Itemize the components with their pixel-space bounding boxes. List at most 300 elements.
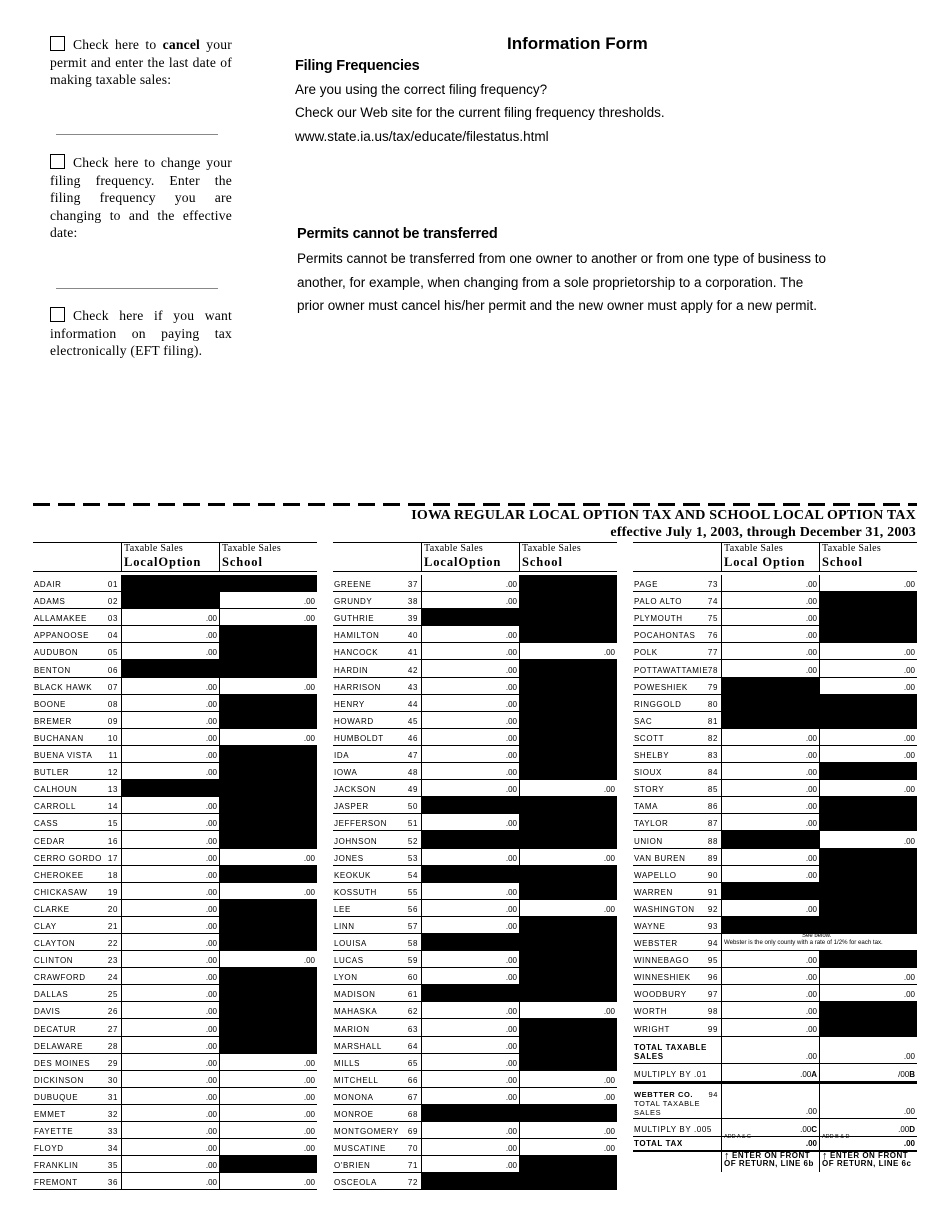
- total-tax-school-cell[interactable]: [819, 1133, 917, 1150]
- school-amount-cell[interactable]: [219, 1173, 317, 1190]
- local-option-amount-cell[interactable]: [421, 968, 519, 985]
- county-number: 36: [107, 1178, 118, 1188]
- local-option-amount-cell[interactable]: [721, 951, 819, 968]
- local-option-amount-cell[interactable]: [721, 575, 819, 592]
- school-blocked-cell: [519, 626, 617, 643]
- cell-value: .00: [205, 1075, 217, 1085]
- local-option-amount-cell[interactable]: [721, 592, 819, 609]
- county-name: CERRO GORDO: [34, 853, 102, 863]
- school-amount-cell[interactable]: [819, 746, 917, 763]
- cell-value: .00: [505, 751, 517, 761]
- filing-url-link[interactable]: www.state.ia.us/tax/educate/filestatus.html: [295, 129, 549, 144]
- local-option-amount-cell[interactable]: [721, 626, 819, 643]
- line-a-cell[interactable]: [721, 1064, 819, 1082]
- cell-value: .00: [805, 648, 817, 658]
- county-row: [33, 1122, 317, 1139]
- multiply-01-row: [633, 1064, 917, 1082]
- school-amount-cell[interactable]: [819, 678, 917, 695]
- county-number: 23: [107, 956, 118, 966]
- local-option-amount-cell[interactable]: [421, 660, 519, 677]
- county-row: [33, 780, 317, 797]
- local-option-amount-cell[interactable]: [421, 746, 519, 763]
- county-number: 29: [107, 1058, 118, 1068]
- local-option-amount-cell[interactable]: [721, 1002, 819, 1019]
- local-option-amount-cell[interactable]: [721, 968, 819, 985]
- local-option-amount-cell[interactable]: [121, 1088, 219, 1105]
- school-amount-cell[interactable]: [219, 678, 317, 695]
- county-label: [33, 900, 121, 917]
- county-row: [333, 883, 617, 900]
- county-row: [633, 575, 917, 592]
- local-option-amount-cell[interactable]: [421, 729, 519, 746]
- county-number: 69: [407, 1127, 418, 1137]
- school-amount-cell[interactable]: [519, 1088, 617, 1105]
- up-arrow-icon: ↑: [724, 1149, 730, 1162]
- county-number: 05: [107, 648, 118, 658]
- county-number: 17: [107, 853, 118, 863]
- webster-school-cell[interactable]: [819, 1084, 917, 1119]
- local-option-amount-cell[interactable]: [421, 951, 519, 968]
- county-name: WORTH: [634, 1007, 668, 1017]
- school-amount-cell[interactable]: [219, 729, 317, 746]
- local-option-amount-cell[interactable]: [421, 1019, 519, 1036]
- county-number: 20: [107, 904, 118, 914]
- school-amount-cell[interactable]: [819, 985, 917, 1002]
- school-amount-cell[interactable]: [219, 849, 317, 866]
- county-label: [633, 883, 721, 900]
- frequency-date-line[interactable]: [56, 288, 218, 289]
- county-name: WAYNE: [634, 921, 666, 931]
- county-label: [333, 592, 421, 609]
- local-option-blocked-cell: [421, 1173, 519, 1190]
- county-row: [333, 934, 617, 951]
- county-number: 76: [707, 631, 718, 641]
- county-row: [633, 917, 917, 934]
- local-option-blocked-cell: [421, 985, 519, 1002]
- local-option-blocked-cell: [421, 1105, 519, 1122]
- school-blocked-cell: [519, 917, 617, 934]
- school-amount-cell[interactable]: [219, 609, 317, 626]
- county-row: [333, 746, 617, 763]
- school-amount-cell[interactable]: [519, 1071, 617, 1088]
- county-number: 34: [107, 1144, 118, 1154]
- county-number: 87: [707, 819, 718, 829]
- cell-value: .00: [303, 853, 315, 863]
- local-option-amount-cell[interactable]: [421, 883, 519, 900]
- local-option-amount-cell[interactable]: [721, 866, 819, 883]
- local-option-amount-cell[interactable]: [121, 626, 219, 643]
- county-label: [333, 678, 421, 695]
- school-blocked-cell: [219, 746, 317, 763]
- cell-value: .00: [903, 648, 915, 658]
- county-name: HANCOCK: [334, 648, 379, 658]
- school-amount-cell[interactable]: [219, 951, 317, 968]
- school-blocked-cell: [519, 866, 617, 883]
- county-row: [33, 1139, 317, 1156]
- school-amount-cell[interactable]: [519, 1122, 617, 1139]
- county-row: [33, 1173, 317, 1190]
- line-b-cell[interactable]: [819, 1064, 917, 1082]
- cancel-date-line[interactable]: [56, 134, 218, 135]
- county-name: ALLAMAKEE: [34, 614, 87, 624]
- school-amount-cell[interactable]: [519, 1002, 617, 1019]
- county-row: [33, 746, 317, 763]
- local-option-amount-cell[interactable]: [421, 763, 519, 780]
- county-name: CRAWFORD: [34, 973, 86, 983]
- school-blocked-cell: [819, 849, 917, 866]
- local-option-amount-cell[interactable]: [421, 814, 519, 831]
- county-name: VAN BUREN: [634, 853, 686, 863]
- cancel-text-bold: cancel: [162, 37, 201, 52]
- local-option-amount-cell[interactable]: [121, 712, 219, 729]
- local-option-amount-cell[interactable]: [421, 678, 519, 695]
- eft-info-checkbox[interactable]: [50, 307, 65, 322]
- local-option-amount-cell[interactable]: [121, 814, 219, 831]
- county-name: WEBSTER: [634, 939, 678, 949]
- school-amount-cell[interactable]: [819, 729, 917, 746]
- local-option-amount-cell[interactable]: [121, 678, 219, 695]
- county-label: [33, 712, 121, 729]
- local-option-amount-cell[interactable]: [121, 1122, 219, 1139]
- county-row: [633, 797, 917, 814]
- county-name: CLAYTON: [34, 939, 76, 949]
- cell-value: .00: [903, 973, 915, 983]
- county-name: MILLS: [334, 1058, 361, 1068]
- local-option-amount-cell[interactable]: [121, 1139, 219, 1156]
- county-name: POWESHIEK: [634, 682, 688, 692]
- total-local-cell[interactable]: [721, 1037, 819, 1064]
- cell-value: .00: [805, 973, 817, 983]
- county-name: APPANOOSE: [34, 631, 90, 641]
- county-label: [633, 814, 721, 831]
- county-number: 52: [407, 836, 418, 846]
- county-number: 80: [707, 699, 718, 709]
- local-option-amount-cell[interactable]: [721, 797, 819, 814]
- local-option-amount-cell[interactable]: [121, 729, 219, 746]
- school-amount-cell[interactable]: [519, 849, 617, 866]
- cell-value: .00: [603, 1075, 615, 1085]
- county-label: [333, 626, 421, 643]
- cell-value: .00: [903, 990, 915, 1000]
- local-option-amount-cell[interactable]: [421, 917, 519, 934]
- cell-value: .00: [205, 733, 217, 743]
- line-marker: D: [909, 1124, 915, 1134]
- county-row: [333, 1139, 617, 1156]
- local-option-amount-cell[interactable]: [721, 643, 819, 660]
- local-option-amount-cell[interactable]: [721, 985, 819, 1002]
- cell-value: .00: [805, 990, 817, 1000]
- local-option-amount-cell[interactable]: [121, 797, 219, 814]
- cell-value: .00: [505, 887, 517, 897]
- local-option-amount-cell[interactable]: [421, 575, 519, 592]
- county-label: [33, 883, 121, 900]
- county-label: [633, 729, 721, 746]
- filing-line: Check our Web site for the current filing frequency thresholds.: [295, 105, 665, 120]
- local-option-amount-cell[interactable]: [721, 900, 819, 917]
- tax-section-title: [411, 507, 916, 541]
- cell-value: .00: [303, 1144, 315, 1154]
- county-name: WINNEBAGO: [634, 956, 690, 966]
- cancel-permit-checkbox[interactable]: [50, 36, 65, 51]
- county-label: [33, 780, 121, 797]
- county-row: [333, 660, 617, 677]
- webster-number: 94: [708, 1089, 718, 1099]
- local-option-blocked-cell: [421, 831, 519, 848]
- county-number: 74: [707, 597, 718, 607]
- county-label: [633, 968, 721, 985]
- school-blocked-cell: [519, 592, 617, 609]
- cell-value: .00: [205, 648, 217, 658]
- county-label: [633, 626, 721, 643]
- county-number: 21: [107, 921, 118, 931]
- webster-local-cell[interactable]: [721, 1084, 819, 1119]
- county-name: DECATUR: [34, 1024, 77, 1034]
- school-amount-cell[interactable]: [819, 660, 917, 677]
- county-name: GUTHRIE: [334, 614, 375, 624]
- school-amount-cell[interactable]: [519, 643, 617, 660]
- county-label: [333, 1071, 421, 1088]
- local-option-amount-cell[interactable]: [121, 985, 219, 1002]
- school-blocked-cell: [219, 1156, 317, 1173]
- school-amount-cell[interactable]: [219, 1071, 317, 1088]
- change-frequency-text: Check here to change your filing frequency. Enter the filing frequency you are changing to and the effective date:: [50, 155, 232, 240]
- cell-value: .00: [205, 682, 217, 692]
- webster-note: Webster is the only county with a rate of 1/2% for each tax.: [724, 938, 883, 946]
- cell-value: .00: [303, 1092, 315, 1102]
- local-option-amount-cell[interactable]: [721, 849, 819, 866]
- local-option-amount-cell[interactable]: [121, 1173, 219, 1190]
- local-option-amount-cell[interactable]: [721, 1019, 819, 1036]
- county-row: [33, 968, 317, 985]
- local-option-amount-cell[interactable]: [421, 626, 519, 643]
- enter-text: ENTER ON FRONT: [830, 1150, 909, 1160]
- county-number: 60: [407, 973, 418, 983]
- local-option-amount-cell[interactable]: [421, 1122, 519, 1139]
- school-blocked-cell: [219, 712, 317, 729]
- school-amount-cell[interactable]: [219, 1122, 317, 1139]
- local-option-amount-cell[interactable]: [121, 951, 219, 968]
- county-name: TAMA: [634, 802, 659, 812]
- county-label: [333, 900, 421, 917]
- cell-value: .00: [805, 853, 817, 863]
- county-name: LEE: [334, 904, 351, 914]
- school-amount-cell[interactable]: [219, 1088, 317, 1105]
- local-option-amount-cell[interactable]: [421, 1002, 519, 1019]
- local-option-amount-cell[interactable]: [721, 609, 819, 626]
- local-option-amount-cell[interactable]: [121, 883, 219, 900]
- county-name: WAPELLO: [634, 870, 677, 880]
- county-label: [333, 1002, 421, 1019]
- cell-value: .00: [303, 597, 315, 607]
- county-number: 03: [107, 614, 118, 624]
- county-row: [33, 1105, 317, 1122]
- school-amount-cell[interactable]: [219, 883, 317, 900]
- school-blocked-cell: [519, 1173, 617, 1190]
- local-option-amount-cell[interactable]: [121, 763, 219, 780]
- county-row: [633, 763, 917, 780]
- local-option-amount-cell[interactable]: [721, 660, 819, 677]
- local-option-amount-cell[interactable]: [421, 1037, 519, 1054]
- local-option-amount-cell[interactable]: [121, 849, 219, 866]
- school-amount-cell[interactable]: [219, 1139, 317, 1156]
- line-marker: A: [811, 1069, 817, 1079]
- local-option-amount-cell[interactable]: [721, 780, 819, 797]
- local-option-amount-cell[interactable]: [121, 1156, 219, 1173]
- webster-total-row: [633, 1082, 917, 1119]
- county-number: 88: [707, 836, 718, 846]
- add-bd-note: ADD B & D: [822, 1133, 850, 1140]
- county-label: [633, 643, 721, 660]
- county-name: HOWARD: [334, 716, 374, 726]
- local-option-amount-cell[interactable]: [421, 1156, 519, 1173]
- cell-value: .00: [505, 1007, 517, 1017]
- local-option-amount-cell[interactable]: [121, 934, 219, 951]
- local-option-amount-cell[interactable]: [421, 643, 519, 660]
- school-blocked-cell: [219, 1037, 317, 1054]
- local-option-amount-cell[interactable]: [121, 917, 219, 934]
- county-number: 94: [707, 939, 718, 949]
- school-amount-cell[interactable]: [819, 831, 917, 848]
- county-name: BUTLER: [34, 768, 70, 778]
- school-amount-cell[interactable]: [519, 1139, 617, 1156]
- county-name: DAVIS: [34, 1007, 61, 1017]
- county-label: [333, 968, 421, 985]
- county-label: [333, 575, 421, 592]
- school-blocked-cell: [219, 660, 317, 677]
- cell-value: .00: [505, 1092, 517, 1102]
- county-name: LINN: [334, 921, 355, 931]
- change-frequency-checkbox[interactable]: [50, 154, 65, 169]
- county-name: JASPER: [334, 802, 369, 812]
- county-row: [633, 951, 917, 968]
- school-amount-cell[interactable]: [219, 1105, 317, 1122]
- total-tax-local-cell[interactable]: [721, 1133, 819, 1150]
- local-option-amount-cell[interactable]: [421, 1088, 519, 1105]
- school-blocked-cell: [519, 660, 617, 677]
- county-label: [633, 951, 721, 968]
- school-amount-cell[interactable]: [819, 643, 917, 660]
- local-option-amount-cell[interactable]: [721, 763, 819, 780]
- county-label: [633, 866, 721, 883]
- county-row: [633, 985, 917, 1002]
- local-option-amount-cell[interactable]: [121, 1019, 219, 1036]
- local-option-amount-cell[interactable]: [421, 712, 519, 729]
- county-row: [333, 1002, 617, 1019]
- school-amount-cell[interactable]: [819, 575, 917, 592]
- county-row: [633, 729, 917, 746]
- county-number: 56: [407, 904, 418, 914]
- county-number: 07: [107, 682, 118, 692]
- county-name: FRANKLIN: [34, 1161, 79, 1171]
- local-option-amount-cell[interactable]: [721, 814, 819, 831]
- local-option-amount-cell[interactable]: [121, 1054, 219, 1071]
- total-school-cell[interactable]: [819, 1037, 917, 1064]
- local-option-amount-cell[interactable]: [721, 746, 819, 763]
- county-row: [33, 883, 317, 900]
- cell-value: .00: [805, 1024, 817, 1034]
- county-row: [333, 678, 617, 695]
- school-amount-cell[interactable]: [219, 592, 317, 609]
- county-number: 04: [107, 631, 118, 641]
- county-number: 64: [407, 1041, 418, 1051]
- county-number: 55: [407, 887, 418, 897]
- local-option-amount-cell[interactable]: [121, 695, 219, 712]
- local-option-amount-cell[interactable]: [121, 609, 219, 626]
- local-option-amount-cell[interactable]: [121, 746, 219, 763]
- local-option-amount-cell[interactable]: [421, 592, 519, 609]
- county-label: [33, 917, 121, 934]
- local-option-amount-cell[interactable]: [421, 1071, 519, 1088]
- cell-value: .00: [303, 1110, 315, 1119]
- local-option-amount-cell[interactable]: [121, 968, 219, 985]
- county-number: 10: [107, 733, 118, 743]
- cell-value: .00: [205, 1161, 217, 1171]
- county-label: [333, 780, 421, 797]
- county-name: DELAWARE: [34, 1041, 84, 1051]
- cell-value: .00: [805, 751, 817, 761]
- county-name: SIOUX: [634, 768, 662, 778]
- local-option-amount-cell[interactable]: [121, 1105, 219, 1122]
- school-blocked-cell: [819, 763, 917, 780]
- cell-value: .00: [805, 802, 817, 812]
- school-blocked-cell: [819, 866, 917, 883]
- county-row: [633, 814, 917, 831]
- local-option-amount-cell[interactable]: [421, 1139, 519, 1156]
- cell-value: .00: [805, 665, 817, 675]
- county-row: [33, 729, 317, 746]
- local-option-amount-cell[interactable]: [121, 643, 219, 660]
- local-option-amount-cell[interactable]: [421, 780, 519, 797]
- local-option-amount-cell[interactable]: [421, 849, 519, 866]
- county-name: SHELBY: [634, 751, 670, 761]
- county-label: [633, 678, 721, 695]
- county-row: [633, 968, 917, 985]
- cell-value: .00: [205, 751, 217, 761]
- local-option-amount-cell[interactable]: [121, 1037, 219, 1054]
- local-option-amount-cell[interactable]: [421, 695, 519, 712]
- school-amount-cell[interactable]: [819, 780, 917, 797]
- county-label: [333, 831, 421, 848]
- cell-value: .00: [303, 887, 315, 897]
- local-option-amount-cell[interactable]: [121, 831, 219, 848]
- county-name: DUBUQUE: [34, 1092, 79, 1102]
- local-option-amount-cell[interactable]: [421, 900, 519, 917]
- school-blocked-cell: [219, 695, 317, 712]
- school-amount-cell[interactable]: [519, 900, 617, 917]
- county-label: [333, 1037, 421, 1054]
- county-row: [333, 609, 617, 626]
- filing-frequencies-section: [295, 58, 665, 149]
- county-number: 81: [707, 716, 718, 726]
- county-label: [33, 985, 121, 1002]
- school-amount-cell[interactable]: [219, 1054, 317, 1071]
- local-option-amount-cell[interactable]: [121, 1071, 219, 1088]
- local-option-amount-cell[interactable]: [121, 900, 219, 917]
- county-label: [333, 1156, 421, 1173]
- local-option-amount-cell[interactable]: [421, 1054, 519, 1071]
- school-amount-cell[interactable]: [519, 780, 617, 797]
- county-label: [633, 797, 721, 814]
- cell-value: .00: [903, 1106, 915, 1116]
- county-name: JEFFERSON: [334, 819, 387, 829]
- cell-value: .00: [505, 1075, 517, 1085]
- county-number: 96: [707, 973, 718, 983]
- school-amount-cell[interactable]: [819, 968, 917, 985]
- local-option-amount-cell[interactable]: [121, 1002, 219, 1019]
- local-option-amount-cell[interactable]: [121, 866, 219, 883]
- local-option-amount-cell[interactable]: [721, 729, 819, 746]
- county-row: [633, 643, 917, 660]
